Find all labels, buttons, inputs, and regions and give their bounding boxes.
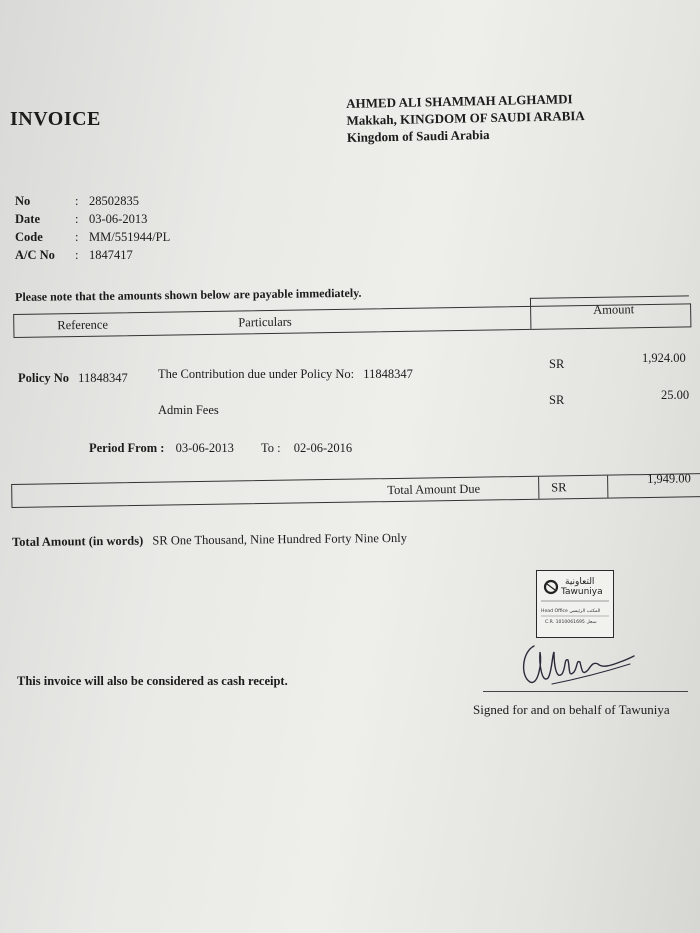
invoice-meta bbox=[15, 192, 170, 264]
period-from-value: 03-06-2013 bbox=[175, 441, 234, 455]
policy-number: 11848347 bbox=[78, 371, 128, 385]
item1-policy: 11848347 bbox=[363, 367, 413, 381]
stamp-brand-en: Tawuniya bbox=[561, 587, 603, 597]
meta-row-no bbox=[15, 192, 170, 210]
meta-no-value: 28502835 bbox=[89, 194, 139, 208]
recipient-name: AHMED ALI SHAMMAH ALGHAMDI bbox=[346, 91, 573, 111]
meta-ac-value: 1847417 bbox=[89, 248, 133, 262]
meta-code-value: MM/551944/PL bbox=[89, 230, 171, 244]
meta-code-label: Code bbox=[15, 230, 43, 244]
signature-line bbox=[483, 691, 688, 692]
total-row bbox=[11, 465, 699, 510]
total-label: Total Amount Due bbox=[387, 481, 481, 498]
stamp-line2: C.R. 1010061695 سجل bbox=[545, 620, 597, 625]
tawuniya-logo-icon bbox=[537, 571, 613, 637]
meta-row-code bbox=[15, 228, 170, 246]
signed-on-behalf: Signed for and on behalf of Tawuniya bbox=[473, 702, 670, 717]
meta-colon: : bbox=[75, 194, 79, 208]
recipient-address bbox=[346, 90, 585, 146]
signature-icon bbox=[512, 634, 642, 692]
period-from-label: Period From : bbox=[89, 441, 165, 455]
total-amount: 1,949.00 bbox=[647, 471, 691, 487]
amount-topline bbox=[530, 295, 689, 298]
meta-colon: : bbox=[75, 248, 79, 262]
item1-amount: 1,924.00 bbox=[642, 351, 686, 365]
col-reference: Reference bbox=[57, 317, 109, 333]
words-label: Total Amount (in words) bbox=[12, 533, 144, 549]
meta-no-label: No bbox=[15, 194, 31, 208]
table-header-box bbox=[13, 303, 691, 338]
meta-date-value: 03-06-2013 bbox=[89, 212, 148, 226]
total-box bbox=[11, 473, 700, 508]
amount-in-words bbox=[12, 531, 407, 550]
meta-row-ac bbox=[15, 246, 170, 264]
amount-divider bbox=[530, 298, 531, 329]
period-to-value: 02-06-2016 bbox=[293, 441, 353, 455]
item2-text: Admin Fees bbox=[158, 403, 219, 417]
col-particulars: Particulars bbox=[238, 314, 292, 330]
period-to-label: To : bbox=[261, 441, 281, 455]
meta-row-date bbox=[15, 210, 170, 228]
col-amount: Amount bbox=[593, 302, 635, 317]
item1-text: The Contribution due under Policy No: bbox=[158, 367, 355, 381]
cash-receipt-note: This invoice will also be considered as cash receipt. bbox=[17, 674, 288, 688]
meta-colon: : bbox=[75, 230, 79, 244]
payment-notice: Please note that the amounts shown below are payable immediately. bbox=[15, 285, 362, 304]
meta-colon: : bbox=[75, 212, 79, 226]
invoice-title: INVOICE bbox=[10, 108, 101, 130]
policy-ref bbox=[18, 371, 128, 386]
company-stamp bbox=[536, 570, 614, 638]
policy-label: Policy No bbox=[18, 371, 70, 385]
meta-date-label: Date bbox=[15, 212, 40, 226]
total-currency: SR bbox=[551, 480, 567, 495]
recipient-city: Makkah, KINGDOM OF SAUDI ARABIA bbox=[346, 108, 585, 128]
stamp-brand-ar: التعاونية bbox=[565, 577, 595, 587]
item2-currency: SR bbox=[549, 393, 565, 407]
line-item-contribution bbox=[158, 367, 413, 382]
item2-amount: 25.00 bbox=[661, 388, 690, 402]
period-row bbox=[89, 441, 352, 456]
recipient-country: Kingdom of Saudi Arabia bbox=[346, 127, 490, 145]
words-value: SR One Thousand, Nine Hundred Forty Nine Only bbox=[152, 530, 408, 548]
meta-ac-label: A/C No bbox=[15, 248, 55, 262]
stamp-line1: Head Office المكتب الرئيسي bbox=[541, 609, 601, 614]
item1-currency: SR bbox=[549, 357, 565, 371]
